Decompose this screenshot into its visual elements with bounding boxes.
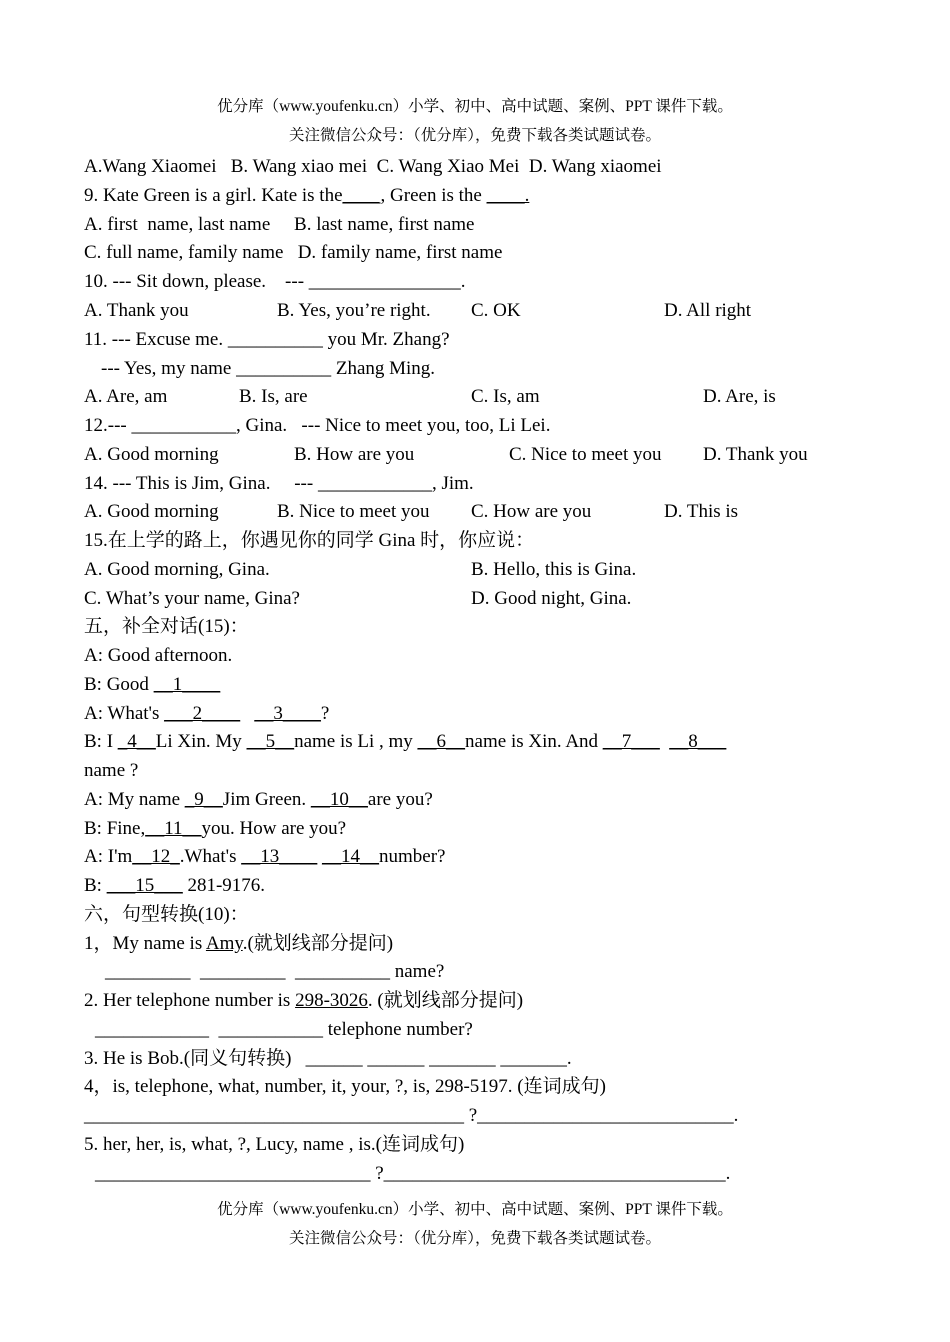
dialog-line-1: A: Good afternoon. [84, 645, 233, 666]
q12-option-b: B. How are you [294, 444, 415, 465]
dialog-text: B: Good [84, 674, 154, 695]
q10-option-c: C. OK [471, 300, 521, 321]
dialog-text: 281-9176. [182, 875, 266, 896]
q8-option-b: B. Wang xiao mei [230, 156, 368, 177]
dialog-text: name is Li , my [294, 731, 418, 752]
header-line-1: 优分库（www.youfenku.cn）小学、初中、高中试题、案例、PPT 课件下载。 [217, 98, 733, 115]
header-line-2: 关注微信公众号：（优分库），免费下载各类试题试卷。 [288, 127, 661, 144]
q15-option-c: C. What’s your name, Gina? [84, 588, 300, 609]
q14-option-b: B. Nice to meet you [277, 501, 430, 522]
transform-2 [84, 989, 523, 1013]
transform-5: 5. her, her, is, what, ?, Lucy, name , is.(连词成句) [84, 1134, 465, 1155]
dialog-line-6 [84, 788, 433, 812]
q15-option-d: D. Good night, Gina. [471, 588, 632, 609]
q8-option-a: A.Wang Xiaomei [84, 156, 217, 177]
q12-question: 12.--- ___________, Gina. --- Nice to meet you, too, Li Lei. [84, 415, 551, 436]
transform-4: 4，is, telephone, what, number, it, your, ?, is, 298-5197. (连词成句) [84, 1076, 606, 1097]
q14-option-a: A. Good morning [84, 501, 219, 522]
blank-15: ___15___ [106, 875, 183, 896]
dialog-line-4 [84, 730, 726, 754]
dialog-line-5: name ? [84, 760, 139, 781]
blank-8: __8___ [669, 731, 727, 752]
dialog-line-8 [84, 845, 445, 869]
transform-text: . (就划线部分提问) [367, 990, 524, 1011]
dialog-text: ? [320, 703, 330, 724]
q9-blank-2: ____. [486, 185, 530, 206]
dialog-text: A: I'm [84, 846, 133, 867]
dialog-text: name is Xin. And [465, 731, 603, 752]
transform-text: 2. Her telephone number is [84, 990, 296, 1011]
transform-3: 3. He is Bob.(同义句转换) ______ ______ _______ _______. [84, 1048, 572, 1069]
dialog-line-3 [84, 702, 329, 726]
q9-blank-1: ____, [342, 185, 386, 206]
footer-line-2: 关注微信公众号：（优分库），免费下载各类试题试卷。 [288, 1230, 661, 1247]
q11-option-d: D. Are, is [703, 386, 776, 407]
dialog-text: B: I [84, 731, 118, 752]
q12-option-a: A. Good morning [84, 444, 219, 465]
transform-text: .(就划线部分提问) [242, 933, 394, 954]
q9-text-mid: Green is the [385, 185, 487, 206]
q8-options [84, 155, 662, 179]
q9-options-ab [84, 213, 474, 237]
dialog-text: number? [379, 846, 446, 867]
dialog-text: A: What's [84, 703, 165, 724]
dialog-text: Li Xin. My [155, 731, 247, 752]
q9-question [84, 184, 529, 208]
q14-question: 14. --- This is Jim, Gina. --- ____________, Jim. [84, 473, 474, 494]
transform-1-answer: _________ _________ __________ name? [105, 961, 445, 982]
blank-1: __1____ [153, 674, 221, 695]
q9-option-a: A. first name, last name [84, 214, 271, 235]
q12-option-d: D. Thank you [703, 444, 808, 465]
blank-11: __11__ [145, 818, 202, 839]
q15-option-a: A. Good morning, Gina. [84, 559, 270, 580]
transform-2-answer: ____________ ___________ telephone number? [95, 1019, 473, 1040]
blank-7: __7___ [602, 731, 660, 752]
underlined-word: Amy [205, 933, 243, 954]
blank-9: _9__ [184, 789, 223, 810]
q11-question-1: 11. --- Excuse me. __________ you Mr. Zhang? [84, 329, 450, 350]
q11-option-a: A. Are, am [84, 386, 168, 407]
blank-13: __13____ [241, 846, 318, 867]
q8-option-d: D. Wang xiaomei [528, 156, 662, 177]
q10-option-d: D. All right [664, 300, 752, 321]
blank-5: __5__ [246, 731, 295, 752]
dialog-text: .What's [179, 846, 242, 867]
q8-option-c: C. Wang Xiao Mei [376, 156, 520, 177]
q11-option-c: C. Is, am [471, 386, 540, 407]
section-5-title: 五，补全对话(15)： [84, 616, 249, 637]
q10-option-b: B. Yes, you’re right. [277, 300, 431, 321]
q10-option-a: A. Thank you [84, 300, 189, 321]
q9-options-cd [84, 241, 502, 265]
dialog-text: Jim Green. [222, 789, 311, 810]
dialog-line-7 [84, 817, 346, 841]
transform-4-answer: ________________________________________ ?___________________________. [84, 1105, 739, 1126]
q9-text: 9. Kate Green is a girl. Kate is the [84, 185, 343, 206]
blank-10: __10__ [310, 789, 368, 810]
q9-option-b: B. last name, first name [294, 214, 475, 235]
q9-option-c: C. full name, family name [84, 242, 284, 263]
q14-option-d: D. This is [664, 501, 739, 522]
q12-option-c: C. Nice to meet you [509, 444, 662, 465]
q9-option-d: D. family name, first name [297, 242, 503, 263]
dialog-text: B: Fine, [84, 818, 146, 839]
underlined-word: 298-3026 [295, 990, 368, 1011]
blank-2: ___2____ [164, 703, 241, 724]
transform-text: 1，My name is [84, 933, 206, 954]
dialog-text: you. How are you? [201, 818, 347, 839]
blank-3: __3____ [254, 703, 321, 724]
transform-1 [84, 932, 393, 956]
q14-option-c: C. How are you [471, 501, 592, 522]
dialog-line-9 [84, 874, 265, 898]
footer-line-1: 优分库（www.youfenku.cn）小学、初中、高中试题、案例、PPT 课件下载。 [217, 1201, 733, 1218]
dialog-line-2 [84, 673, 220, 697]
blank-12: __12_ [132, 846, 180, 867]
q15-question: 15.在上学的路上，你遇见你的同学 Gina 时，你应说： [84, 530, 535, 551]
section-6-title: 六，句型转换(10)： [84, 904, 249, 925]
dialog-text: A: My name [84, 789, 185, 810]
dialog-text: B: [84, 875, 107, 896]
dialog-text: are you? [367, 789, 433, 810]
q10-question: 10. --- Sit down, please. --- ________________. [84, 271, 466, 292]
blank-14: __14__ [322, 846, 379, 867]
q11-option-b: B. Is, are [239, 386, 308, 407]
transform-5-answer: _____________________________ ?____________________________________. [95, 1163, 731, 1184]
q11-question-2: --- Yes, my name __________ Zhang Ming. [101, 358, 436, 379]
q15-option-b: B. Hello, this is Gina. [471, 559, 637, 580]
blank-6: __6__ [417, 731, 466, 752]
blank-4: _4__ [117, 731, 156, 752]
